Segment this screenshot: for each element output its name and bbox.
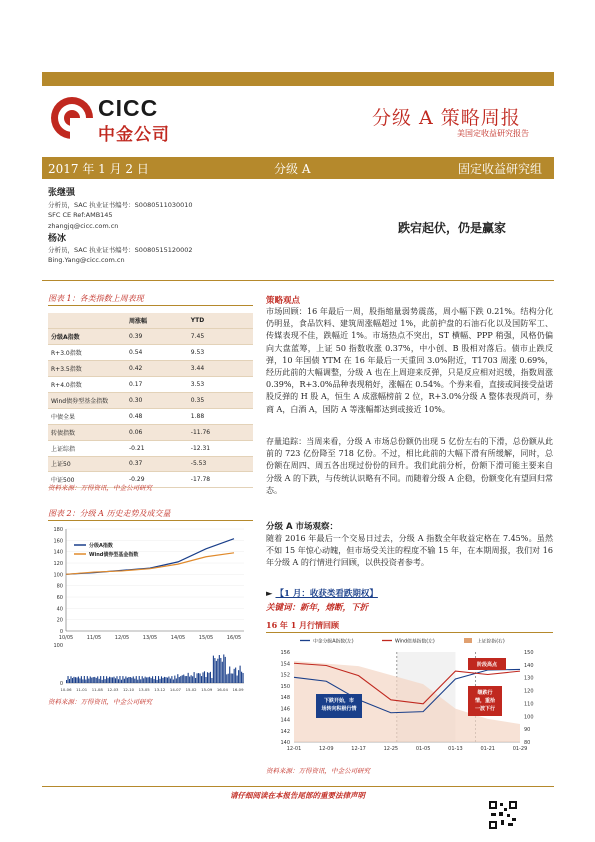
cell-value: 9.53 bbox=[188, 345, 253, 361]
volume-bar bbox=[174, 676, 175, 683]
cell-value: 0.35 bbox=[188, 392, 253, 408]
top-gold-rule bbox=[42, 72, 554, 86]
row-label: 上证50 bbox=[48, 456, 126, 472]
annotation-text: 情，重拾 bbox=[474, 698, 496, 704]
volume-bar bbox=[136, 676, 137, 683]
footer-rule bbox=[42, 786, 554, 787]
volume-bar bbox=[207, 672, 208, 683]
volume-bar bbox=[143, 678, 144, 683]
volume-bar bbox=[125, 676, 126, 683]
annotation-text: 阶段高点 bbox=[476, 662, 498, 668]
volume-bar bbox=[67, 676, 68, 683]
volume-bar bbox=[211, 678, 212, 683]
volume-bar bbox=[201, 676, 202, 683]
volume-bar bbox=[214, 658, 215, 683]
row-label: R+3.0指数 bbox=[48, 345, 126, 361]
volume-bar bbox=[151, 678, 152, 683]
stock-tracking-paragraph: 存量追踪：当周来看，分级 A 市场总份额仍出现 5 亿份左右的下滑，总份额从此前的 723 亿份降至 718 亿份。不过，相比此前的大幅下滑有所缓解，同时，总份额在周四、周五各出现过份份的回升。我们此前分析，份额下滑可能主要来自分级 A 的下跌，与传统认识略有不同。而随着分级 A 企稳，份额变化有望回归常态。 bbox=[266, 437, 553, 495]
x-tick-label: 12-09 bbox=[319, 746, 334, 752]
volume-bar bbox=[222, 662, 223, 683]
cell-value: 3.53 bbox=[188, 377, 253, 393]
volume-x-tick: 15-02 bbox=[185, 687, 197, 692]
volume-y-tick: 0 bbox=[59, 681, 63, 687]
volume-bar bbox=[176, 678, 177, 683]
volume-bar bbox=[75, 677, 76, 683]
table-row bbox=[48, 408, 253, 424]
y-left-tick: 156 bbox=[280, 650, 290, 656]
fig1-title: 图表 1：各类指数上周表现 bbox=[48, 294, 144, 303]
volume-x-tick: 12-03 bbox=[107, 687, 119, 692]
y-left-tick: 148 bbox=[280, 695, 290, 701]
volume-bar bbox=[112, 677, 113, 683]
row-label: 转债指数 bbox=[48, 424, 126, 440]
y-tick-label: 120 bbox=[53, 561, 63, 567]
research-group: 固定收益研究组 bbox=[458, 162, 543, 176]
volume-bar bbox=[210, 672, 211, 683]
volume-bar bbox=[208, 673, 209, 683]
legend-label: 分级A指数 bbox=[89, 543, 113, 549]
legend-label: Wind债券型基金指数 bbox=[89, 552, 139, 558]
fig2-title: 图表 2：分级 A 历史走势及成交量 bbox=[48, 509, 171, 518]
volume-bar bbox=[133, 676, 134, 683]
volume-x-tick: 13-05 bbox=[138, 687, 150, 692]
report-title: 分级 A 策略周报 bbox=[372, 107, 521, 129]
strategy-title: 策略观点 bbox=[266, 296, 301, 306]
volume-bar bbox=[134, 679, 135, 683]
table-row bbox=[48, 456, 253, 472]
volume-bar bbox=[195, 678, 196, 683]
volume-bar bbox=[202, 672, 203, 683]
x-tick-label: 01-05 bbox=[415, 746, 431, 752]
y-tick-label: 40 bbox=[56, 606, 63, 613]
table-header-row bbox=[48, 313, 253, 329]
volume-bar bbox=[87, 676, 88, 683]
volume-bar bbox=[177, 674, 178, 683]
volume-bar bbox=[165, 677, 166, 683]
volume-bar bbox=[99, 679, 100, 683]
date-banner bbox=[42, 157, 554, 179]
volume-bar bbox=[72, 678, 73, 683]
volume-bar bbox=[183, 675, 184, 683]
volume-bar bbox=[140, 679, 141, 683]
cell-value: -0.29 bbox=[126, 472, 188, 488]
volume-bar bbox=[232, 674, 233, 683]
volume-bar bbox=[137, 680, 138, 683]
y-tick-label: 100 bbox=[53, 572, 63, 579]
y-left-tick: 150 bbox=[280, 683, 290, 690]
volume-bar bbox=[213, 656, 214, 683]
volume-bar bbox=[145, 677, 146, 683]
y-left-tick: 154 bbox=[280, 661, 290, 668]
annotation-text: 一波下行 bbox=[474, 706, 496, 712]
volume-bar bbox=[105, 679, 106, 683]
cell-value: 0.30 bbox=[126, 392, 188, 408]
volume-x-tick: 16-04 bbox=[216, 687, 228, 692]
volume-bar bbox=[223, 654, 224, 683]
volume-bar bbox=[97, 676, 98, 683]
cell-value: 0.37 bbox=[126, 456, 188, 472]
logo-text-en: CICC bbox=[98, 95, 159, 121]
volume-bar bbox=[180, 676, 181, 683]
volume-bar bbox=[158, 676, 159, 683]
volume-bar bbox=[94, 677, 95, 683]
fig3-title: 16 年 1 月行情回顾 bbox=[266, 620, 340, 630]
cell-value: -11.76 bbox=[188, 424, 253, 440]
table-header: YTD bbox=[188, 313, 253, 329]
fig3-source: 资料来源：万得资讯，中金公司研究 bbox=[266, 767, 370, 775]
report-topic: 分级 A bbox=[274, 162, 311, 176]
volume-x-tick: 13-12 bbox=[154, 687, 166, 692]
cicc-logo-icon bbox=[50, 96, 94, 140]
volume-bar bbox=[81, 676, 82, 683]
annotation-text: 继跌行 bbox=[477, 690, 493, 696]
report-date: 2017 年 1 月 2 日 bbox=[48, 162, 149, 176]
volume-x-tick: 16-09 bbox=[232, 687, 244, 692]
volume-bar bbox=[113, 677, 114, 683]
volume-bar bbox=[85, 680, 86, 683]
volume-bar bbox=[66, 680, 67, 683]
cell-value: -17.78 bbox=[188, 472, 253, 488]
volume-bar bbox=[186, 676, 187, 683]
y-left-tick: 140 bbox=[280, 740, 290, 746]
volume-bar bbox=[197, 673, 198, 683]
x-tick-label: 11/05 bbox=[86, 635, 102, 641]
volume-bar bbox=[119, 676, 120, 683]
y-right-tick: 120 bbox=[524, 688, 534, 695]
cell-value: 0.17 bbox=[126, 377, 188, 393]
volume-bar bbox=[155, 676, 156, 683]
fig1-source: 资料来源：万得资讯，中金公司研究 bbox=[48, 484, 152, 492]
volume-bar bbox=[78, 677, 79, 683]
volume-bar bbox=[70, 676, 71, 683]
y-right-tick: 90 bbox=[524, 727, 531, 734]
volume-x-tick: 11-08 bbox=[91, 687, 103, 692]
volume-bar bbox=[164, 677, 165, 683]
performance-table bbox=[48, 313, 253, 488]
headline: 跌宕起伏，仍是赢家 bbox=[398, 221, 507, 235]
volume-bar bbox=[200, 673, 201, 683]
volume-bar bbox=[185, 676, 186, 683]
x-tick-label: 12-25 bbox=[383, 746, 399, 752]
author-license: 分析员，SAC 执业证书编号：S0080515120002 bbox=[48, 246, 193, 254]
cell-value: 0.06 bbox=[126, 424, 188, 440]
volume-bar bbox=[139, 676, 140, 683]
volume-bar bbox=[238, 670, 239, 683]
volume-bar bbox=[235, 668, 236, 683]
volume-bar bbox=[116, 676, 117, 683]
volume-bar bbox=[102, 680, 103, 683]
bullet-icon: ► bbox=[266, 589, 276, 599]
author-sfc: SFC CE Ref:AMB145 bbox=[48, 211, 113, 219]
table-header: 周涨幅 bbox=[126, 313, 188, 329]
y-right-tick: 110 bbox=[524, 701, 534, 708]
volume-bar bbox=[154, 679, 155, 683]
author-name: 杨冰 bbox=[48, 234, 67, 244]
volume-x-tick: 14-07 bbox=[169, 687, 181, 692]
row-label: 分级A指数 bbox=[48, 329, 126, 345]
fig3-rule bbox=[266, 632, 553, 633]
volume-bar bbox=[90, 676, 91, 683]
y-tick-label: 160 bbox=[53, 538, 63, 545]
volume-bar bbox=[228, 674, 229, 683]
volume-bar bbox=[115, 678, 116, 683]
volume-bar bbox=[118, 679, 119, 683]
keywords: 关键词：新年，熔断，下折 bbox=[266, 603, 369, 613]
legal-notice: 请仔细阅读在本报告尾部的重要法律声明 bbox=[230, 791, 365, 800]
cell-value: 0.42 bbox=[126, 361, 188, 377]
table-row bbox=[48, 424, 253, 440]
x-tick-label: 16/05 bbox=[226, 635, 242, 641]
x-tick-label: 14/05 bbox=[170, 635, 186, 641]
fig1-rule bbox=[48, 305, 253, 306]
cell-value: 1.88 bbox=[188, 408, 253, 424]
fig2-rule bbox=[48, 520, 253, 521]
history-chart bbox=[44, 523, 256, 693]
y-tick-label: 20 bbox=[56, 617, 63, 624]
volume-bar bbox=[234, 669, 235, 683]
volume-bar bbox=[109, 677, 110, 683]
y-right-tick: 150 bbox=[524, 650, 534, 656]
volume-bar bbox=[231, 673, 232, 683]
section-link[interactable] bbox=[266, 587, 378, 599]
legend-label: 中金分级A指数(左) bbox=[313, 639, 354, 645]
x-tick-label: 12-17 bbox=[351, 746, 366, 752]
volume-bar bbox=[128, 677, 129, 683]
row-label: Wind债券型基金指数 bbox=[48, 392, 126, 408]
market-observation-title: 分级 A 市场观察： bbox=[266, 522, 338, 532]
volume-bar bbox=[162, 678, 163, 683]
legend-label: Wind债基指数(左) bbox=[395, 639, 435, 645]
x-tick-label: 01-13 bbox=[448, 746, 463, 752]
volume-bar bbox=[91, 678, 92, 683]
volume-bar bbox=[142, 676, 143, 683]
author-email[interactable]: zhangjq@cicc.com.cn bbox=[48, 222, 119, 230]
annotation-text: 下跌开始，市 bbox=[323, 698, 355, 704]
volume-bar bbox=[124, 679, 125, 683]
volume-bar bbox=[240, 666, 241, 683]
table-row bbox=[48, 392, 253, 408]
y-tick-label: 140 bbox=[53, 549, 63, 556]
volume-bar bbox=[82, 679, 83, 683]
volume-bar bbox=[237, 676, 238, 683]
table-header bbox=[48, 313, 126, 329]
volume-bar bbox=[79, 678, 80, 683]
section-divider bbox=[42, 280, 554, 281]
y-right-tick: 140 bbox=[524, 662, 534, 669]
volume-bar bbox=[173, 680, 174, 683]
y-right-tick: 100 bbox=[524, 714, 534, 721]
market-review-paragraph: 市场回顾：16 年最后一周，股指缩量弱势震荡，周小幅下跌 0.21%。结构分化仍明显，食品饮料、建筑周涨幅超过 1%，此前护盘的石油石化以及国防军工、传媒表现不佳，跌幅近 1%。市场热点不突出，ST 横幅、PPP 稍强，风格仍偏向大盘蓝筹，上证 50 指数收涨 0.37%，中小创、B 股相对落后。债市止跌反弹，10 年国债 YTM 在 16 年最后一天重回 3.0%附近，T1703 周涨 0.69%，经历此前的大幅调整，分级 A 也在上周迎来反弹，只是反应相对迟缓，指数周涨 0.39%，R+3.0%品种表现稍好，涨幅在 0.54%。个券来看，直接或间接受益诺股反弹的 H 股 A，恒生 A 成涨幅榜前 2 位，R+3.0%分级 A 整体表现尚可，券商 A，白酒 A，国防 A 等涨幅都达到或接近 10%。 bbox=[266, 307, 553, 414]
cell-value: 7.45 bbox=[188, 329, 253, 345]
volume-bar bbox=[106, 676, 107, 683]
row-label: 中证500 bbox=[48, 472, 126, 488]
volume-bar bbox=[84, 676, 85, 683]
volume-bar bbox=[225, 657, 226, 683]
x-tick-label: 12/05 bbox=[114, 635, 130, 641]
author-email[interactable]: Bing.Yang@cicc.com.cn bbox=[48, 256, 125, 264]
table-row bbox=[48, 440, 253, 456]
volume-bar bbox=[148, 677, 149, 683]
volume-bar bbox=[216, 661, 217, 683]
volume-bar bbox=[69, 679, 70, 683]
volume-x-tick: 12-10 bbox=[123, 687, 135, 692]
legend-swatch bbox=[464, 638, 472, 643]
volume-bar bbox=[179, 677, 180, 683]
y-tick-label: 80 bbox=[56, 583, 63, 590]
volume-bar bbox=[171, 676, 172, 683]
cell-value: -12.31 bbox=[188, 440, 253, 456]
volume-bar bbox=[108, 678, 109, 683]
row-label: 中债全果 bbox=[48, 408, 126, 424]
cell-value: -5.53 bbox=[188, 456, 253, 472]
volume-x-tick: 11-01 bbox=[76, 687, 88, 692]
volume-bar bbox=[131, 678, 132, 683]
volume-bar bbox=[127, 678, 128, 683]
volume-bar bbox=[219, 655, 220, 683]
table-row bbox=[48, 329, 253, 345]
cell-value: 0.54 bbox=[126, 345, 188, 361]
table-row bbox=[48, 361, 253, 377]
legend-label: 上证综指(右) bbox=[477, 639, 505, 645]
row-label: R+4.0指数 bbox=[48, 377, 126, 393]
annotation-text: 场转向积极行情 bbox=[321, 706, 357, 712]
qr-code-icon bbox=[488, 800, 518, 830]
volume-bar bbox=[100, 676, 101, 683]
volume-bar bbox=[188, 673, 189, 683]
x-tick-label: 13/05 bbox=[142, 635, 158, 641]
volume-bar bbox=[182, 675, 183, 683]
row-label: 上证综指 bbox=[48, 440, 126, 456]
table-row bbox=[48, 345, 253, 361]
volume-bar bbox=[93, 677, 94, 683]
volume-bar bbox=[217, 659, 218, 683]
volume-bar bbox=[149, 677, 150, 683]
january-review-chart bbox=[264, 634, 556, 764]
cell-value: 0.39 bbox=[126, 329, 188, 345]
y-left-tick: 146 bbox=[280, 706, 290, 713]
volume-bar bbox=[170, 679, 171, 683]
volume-bar bbox=[159, 679, 160, 683]
volume-bar bbox=[111, 677, 112, 683]
cell-value: -0.21 bbox=[126, 440, 188, 456]
volume-bar bbox=[204, 671, 205, 683]
volume-bar bbox=[192, 676, 193, 683]
volume-bar bbox=[189, 677, 190, 683]
volume-bar bbox=[146, 677, 147, 683]
cell-value: 3.44 bbox=[188, 361, 253, 377]
volume-bar bbox=[168, 677, 169, 683]
y-right-tick: 130 bbox=[524, 675, 534, 682]
volume-bar bbox=[241, 672, 242, 683]
volume-bar bbox=[229, 666, 230, 683]
volume-bar bbox=[243, 673, 244, 683]
volume-bar bbox=[96, 678, 97, 683]
volume-bar bbox=[191, 675, 192, 683]
y-tick-label: 0 bbox=[59, 629, 63, 635]
x-tick-label: 10/05 bbox=[58, 635, 74, 641]
y-right-tick: 80 bbox=[524, 740, 531, 746]
volume-bar bbox=[205, 677, 206, 683]
table-row bbox=[48, 377, 253, 393]
volume-bar bbox=[156, 680, 157, 683]
volume-y-tick: 100 bbox=[53, 643, 63, 649]
x-tick-label: 01-21 bbox=[480, 746, 495, 752]
volume-bar bbox=[161, 676, 162, 683]
volume-bar bbox=[76, 678, 77, 683]
volume-bar bbox=[130, 677, 131, 683]
author-license: 分析员，SAC 执业证书编号：S0080511030010 bbox=[48, 201, 193, 209]
volume-bar bbox=[167, 678, 168, 683]
volume-bar bbox=[194, 672, 195, 683]
author-name: 张继强 bbox=[48, 188, 76, 198]
x-tick-label: 01-29 bbox=[512, 746, 528, 752]
observation-paragraph: 随着 2016 年最后一个交易日过去，分级 A 指数全年收益定格在 7.45%。虽然不如 15 年惊心动魄，但市场受关注的程度不输 15 年，在本期周报，我们对 16 年分级 A 的行情进行回顾，以供投资者参考。 bbox=[266, 534, 553, 568]
link-label[interactable]: 【1 月：收获类看跌期权】 bbox=[275, 589, 378, 599]
x-tick-label: 15/05 bbox=[198, 635, 214, 641]
volume-bar bbox=[220, 658, 221, 683]
y-tick-label: 60 bbox=[56, 595, 63, 601]
volume-x-tick: 10-06 bbox=[60, 687, 72, 692]
report-subtitle: 美国定收益研究报告 bbox=[457, 129, 529, 138]
volume-bar bbox=[122, 676, 123, 683]
y-left-tick: 152 bbox=[280, 672, 290, 679]
volume-bar bbox=[103, 676, 104, 683]
volume-bar bbox=[121, 680, 122, 683]
logo-text-cn: 中金公司 bbox=[98, 125, 170, 145]
volume-bar bbox=[73, 677, 74, 683]
y-tick-label: 180 bbox=[53, 527, 63, 533]
y-left-tick: 144 bbox=[280, 717, 290, 724]
volume-bar bbox=[198, 673, 199, 683]
volume-bar bbox=[152, 676, 153, 683]
cell-value: 0.48 bbox=[126, 408, 188, 424]
volume-bar bbox=[88, 679, 89, 683]
fig2-source: 资料来源：万得资讯，中金公司研究 bbox=[48, 698, 152, 706]
volume-bar bbox=[226, 674, 227, 683]
x-tick-label: 12-01 bbox=[286, 746, 302, 752]
y-left-tick: 142 bbox=[280, 728, 290, 735]
volume-x-tick: 15-09 bbox=[201, 687, 213, 692]
row-label: R+3.5指数 bbox=[48, 361, 126, 377]
